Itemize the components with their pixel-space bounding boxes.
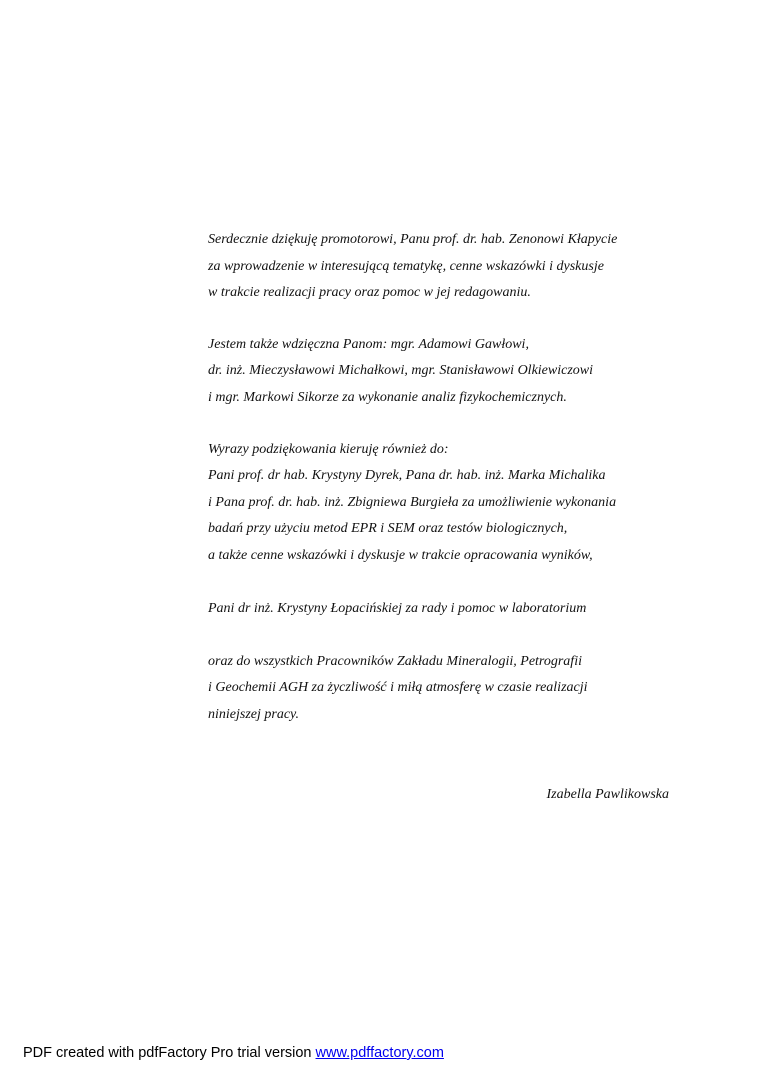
acknowledgement-line: za wprowadzenie w interesującą tematykę, cenne wskazówki i dyskusje xyxy=(208,259,604,274)
author-signature: Izabella Pawlikowska xyxy=(546,787,669,802)
acknowledgement-line: Wyrazy podziękowania kieruję również do: xyxy=(208,442,449,457)
acknowledgement-line: badań przy użyciu metod EPR i SEM oraz testów biologicznych, xyxy=(208,521,568,536)
acknowledgement-line: i mgr. Markowi Sikorze za wykonanie analiz fizykochemicznych. xyxy=(208,390,567,405)
acknowledgement-line: w trakcie realizacji pracy oraz pomoc w jej redagowaniu. xyxy=(208,285,531,300)
acknowledgement-line: Pani prof. dr hab. Krystyny Dyrek, Pana dr. hab. inż. Marka Michalika xyxy=(208,468,606,483)
acknowledgement-line: i Geochemii AGH za życzliwość i miłą atmosferę w czasie realizacji xyxy=(208,680,588,695)
acknowledgement-line: Jestem także wdzięczna Panom: mgr. Adamowi Gawłowi, xyxy=(208,337,529,352)
footer-text: PDF created with pdfFactory Pro trial version xyxy=(23,1045,316,1061)
pdffactory-link[interactable]: www.pdffactory.com xyxy=(315,1045,444,1061)
pdf-footer xyxy=(23,1044,444,1062)
acknowledgement-line: i Pana prof. dr. hab. inż. Zbigniewa Burgieła za umożliwienie wykonania xyxy=(208,495,617,510)
acknowledgement-line: oraz do wszystkich Pracowników Zakładu Mineralogii, Petrografii xyxy=(208,654,582,669)
acknowledgement-line: a także cenne wskazówki i dyskusje w trakcie opracowania wyników, xyxy=(208,548,593,563)
acknowledgement-line: niniejszej pracy. xyxy=(208,707,299,722)
acknowledgement-line: dr. inż. Mieczysławowi Michałkowi, mgr. Stanisławowi Olkiewiczowi xyxy=(208,363,593,378)
acknowledgement-line: Serdecznie dziękuję promotorowi, Panu prof. dr. hab. Zenonowi Kłapycie xyxy=(208,232,618,247)
acknowledgement-line: Pani dr inż. Krystyny Łopacińskiej za rady i pomoc w laboratorium xyxy=(208,601,587,616)
